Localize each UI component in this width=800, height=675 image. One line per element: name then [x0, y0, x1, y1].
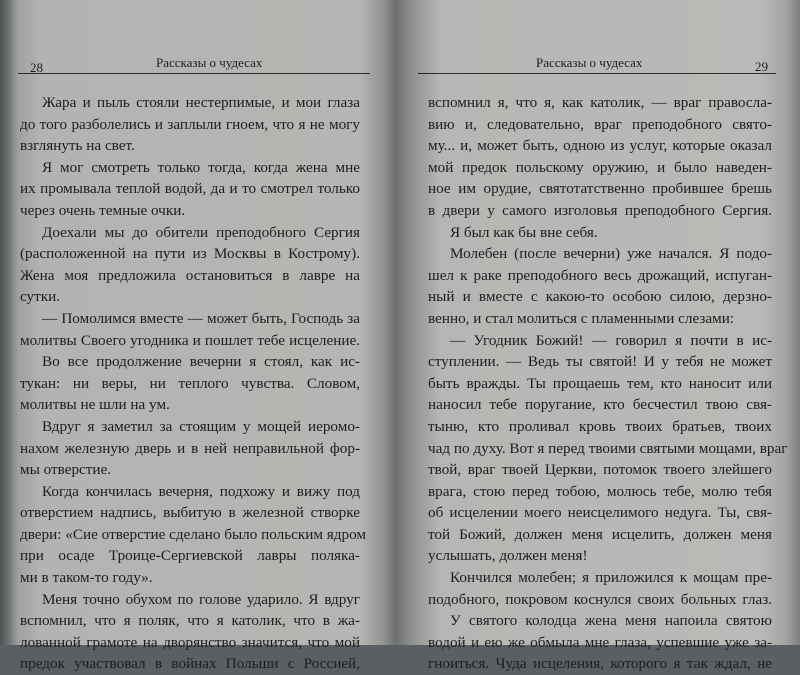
text-line: ступлении. — Ведь ты святой! И у тебя не может [428, 353, 772, 371]
text-line: той Божий, должен меня исцелить, должен меня [428, 525, 772, 543]
text-line: вию и, следовательно, враг преподобного свято- [428, 115, 772, 133]
text-line: взглянуть на свет. [20, 137, 135, 155]
text-line: об исцелении моего неисцелимого недуга. Ты, свя- [428, 504, 772, 522]
text-line: — Помолимся вместе — может быть, Господь за [42, 309, 360, 327]
text-line: Я был как бы вне себя. [450, 223, 598, 241]
page-number: 28 [30, 60, 43, 75]
running-head: Рассказы о чудесах [536, 55, 643, 70]
text-line: вспомнил, что я поляк, что я католик, что в жа- [20, 612, 360, 630]
text-line: при осаде Троице-Сергиевской лавры поляка- [20, 547, 360, 565]
text-line: Я мог смотреть только тогда, когда жена мне [42, 158, 360, 176]
text-line: молитвы не шли на ум. [20, 396, 170, 414]
header-rule [18, 73, 370, 74]
text-line: двери: «Сие отверстие сделано было польским ядром [20, 525, 367, 543]
right-page-header [418, 53, 776, 75]
text-line: ный и вместе с какою-то особою силою, дерзно- [428, 288, 772, 306]
text-line: венно, и стал молиться с пламенными слезами: [428, 309, 735, 327]
text-line: врага, стою перед тобою, молюсь тебе, молю тебя [428, 482, 772, 500]
left-page [18, 0, 370, 673]
text-line: подобного, покровом коснулся своих больных глаз. [428, 590, 772, 608]
text-line: Вдруг я заметил за стоящим у мощей иеромо- [42, 417, 360, 435]
text-line: — Угодник Божий! — говорил я почти в ис- [450, 331, 772, 349]
text-line: Доехали мы до обители преподобного Сергия [42, 223, 360, 241]
text-line: лованной грамоте на дворянство значится, что мой [20, 633, 360, 651]
text-line: му... и, может быть, одною из услуг, которые оказал [428, 137, 772, 155]
left-page-text [20, 92, 367, 675]
text-line: Меня точно обухом по голове ударило. Я вдруг [42, 590, 360, 608]
text-line: тукан: ни веры, ни теплого чувства. Словом, [20, 374, 360, 392]
text-line: У святого колодца жена меня напоила святою [450, 612, 772, 630]
text-line: до того разболелись и заплыли гноем, что я не могу [20, 115, 360, 133]
page-number: 29 [755, 59, 768, 74]
left-page-header [18, 53, 370, 75]
text-line: Жена моя предложила остановиться в лавре на [20, 266, 360, 284]
text-line: мой предок польскому оружию, и было наведен- [428, 158, 772, 176]
text-line: ное им орудие, святотатственно пробившее брешь [428, 180, 772, 198]
header-rule [418, 73, 776, 74]
text-line: чад по духу. Вот я перед твоими святыми мощами, враг [428, 439, 788, 457]
text-line: Молебен (после вечерни) уже начался. Я подо- [450, 245, 772, 263]
text-line: мы отверстие. [20, 461, 112, 479]
text-line: тыню, кто проливал кровь твоих братьев, твоих [428, 417, 772, 435]
text-line: вспомнил я, что я, как католик, — враг правосла- [428, 94, 772, 111]
text-line: отверстием надпись, выбитую в железной створке [20, 504, 360, 522]
text-line: их промывала теплой водой, да и то смотрел только [20, 180, 360, 198]
right-page [418, 0, 788, 673]
text-line: предок участвовал в войнах Польши с Россией, [20, 655, 360, 673]
text-line: нахом железную дверь и в ней неправильной фор- [20, 439, 360, 457]
text-line: ми в таком-то году». [20, 569, 153, 587]
text-line: Кончился молебен; я приложился к мощам пре- [450, 569, 772, 587]
text-line: услышать, должен меня! [428, 547, 588, 565]
right-page-text [428, 92, 788, 675]
running-head: Рассказы о чудесах [156, 55, 263, 70]
text-line: наносил тебе поругание, кто бесчестил твою свя- [428, 396, 772, 414]
text-line: в двери у самого изголовья преподобного Сергия. [428, 201, 772, 219]
text-line: твой, враг твоей Церкви, потомок твоего злейшего [428, 461, 772, 479]
text-line: через очень темные очки. [20, 201, 186, 219]
text-line: сутки. [20, 288, 61, 306]
text-line: водой и ею же обмыла мне глаза, успевшие уже за- [428, 633, 772, 651]
text-line: молитвы Своего угодника и пошлет тебе исцеление. [20, 331, 360, 349]
text-line: Во все продолжение вечерни я стоял, как ис- [42, 353, 360, 371]
text-line: быть вражды. Ты прощаешь тем, кто наносит или [428, 374, 772, 392]
text-line: (расположенной на пути из Москвы в Кострому). [20, 245, 360, 263]
text-line: шел к раке преподобного весь дрожащий, испуган- [428, 266, 772, 284]
text-line: Жара и пыль стояли нестерпимые, и мои глаза [42, 94, 360, 111]
text-line: Когда кончилась вечерня, подхожу и вижу под [42, 482, 360, 500]
text-line: гноиться. Чуда исцеления, которого я так ждал, не [428, 655, 772, 673]
